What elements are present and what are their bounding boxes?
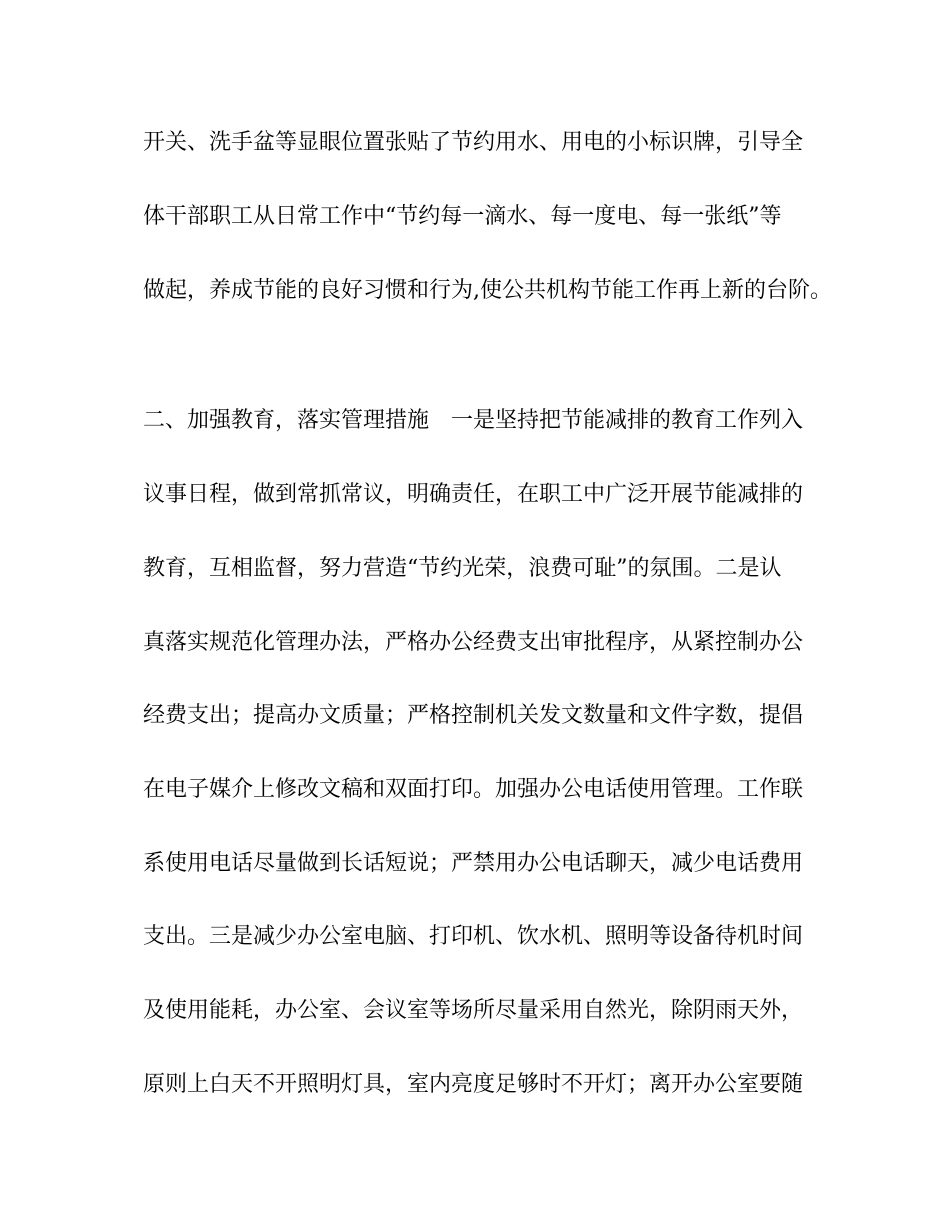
body-text-line: 教育，互相监督，努力营造“节约光荣，浪费可耻”的氛围。二是认 xyxy=(143,556,782,581)
body-text-line: 经费支出；提高办文质量；严格控制机关发文数量和文件字数，提倡 xyxy=(143,703,804,728)
body-text-line: 原则上白天不开照明灯具，室内亮度足够时不开灯；离开办公室要随 xyxy=(143,1072,804,1097)
body-text-line: 真落实规范化管理办法，严格办公经费支出审批程序，从紧控制办公 xyxy=(143,630,804,655)
section-heading-line: 二、加强教育，落实管理措施 一是坚持把节能减排的教育工作列入 xyxy=(143,408,804,433)
body-text-line: 议事日程，做到常抓常议，明确责任，在职工中广泛开展节能减排的 xyxy=(143,482,804,507)
body-text-line: 支出。三是减少办公室电脑、打印机、饮水机、照明等设备待机时间 xyxy=(143,924,804,949)
body-text-line: 系使用电话尽量做到长话短说；严禁用办公电话聊天，减少电话费用 xyxy=(143,851,804,876)
body-text-line: 做起，养成节能的良好习惯和行为,使公共机构节能工作再上新的台阶。 xyxy=(143,278,832,303)
body-text-line: 体干部职工从日常工作中“节约每一滴水、每一度电、每一张纸”等 xyxy=(143,204,782,229)
body-text-line: 及使用能耗，办公室、会议室等场所尽量采用自然光，除阴雨天外， xyxy=(143,998,804,1023)
body-text-line: 在电子媒介上修改文稿和双面打印。加强办公电话使用管理。工作联 xyxy=(143,777,804,802)
body-text-line: 开关、洗手盆等显眼位置张贴了节约用水、用电的小标识牌，引导全 xyxy=(143,130,804,155)
